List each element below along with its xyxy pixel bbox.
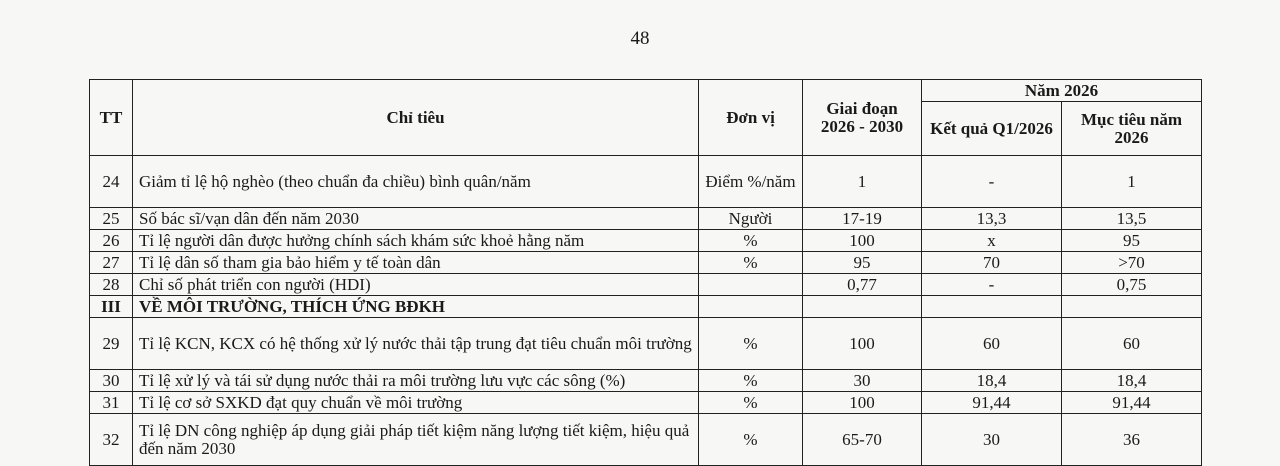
header-tt: TT	[90, 80, 133, 156]
row-target: 95	[1062, 230, 1202, 252]
section-heading: VỀ MÔI TRƯỜNG, THÍCH ỨNG BĐKH	[133, 296, 699, 318]
row-q1: 91,44	[922, 392, 1062, 414]
table-row	[90, 370, 1202, 392]
page-number: 48	[630, 28, 650, 49]
row-period: 1	[803, 156, 922, 208]
table-row	[90, 318, 1202, 370]
header-unit: Đơn vị	[699, 80, 803, 156]
row-q1: 18,4	[922, 370, 1062, 392]
row-period	[803, 296, 922, 318]
table-row	[90, 274, 1202, 296]
row-period: 0,77	[803, 274, 922, 296]
row-q1: -	[922, 274, 1062, 296]
row-indicator: Tỉ lệ cơ sở SXKD đạt quy chuẩn về môi trường	[133, 392, 699, 414]
header-indicator: Chỉ tiêu	[133, 80, 699, 156]
row-q1: 60	[922, 318, 1062, 370]
table-row	[90, 252, 1202, 274]
row-unit: %	[699, 230, 803, 252]
row-indicator: Giảm tỉ lệ hộ nghèo (theo chuẩn đa chiều) bình quân/năm	[133, 156, 699, 208]
row-unit	[699, 274, 803, 296]
row-target: 1	[1062, 156, 1202, 208]
row-target: 0,75	[1062, 274, 1202, 296]
row-q1	[922, 296, 1062, 318]
row-tt: 28	[90, 274, 133, 296]
row-q1: x	[922, 230, 1062, 252]
row-tt: 29	[90, 318, 133, 370]
row-period: 65-70	[803, 414, 922, 466]
row-unit: %	[699, 370, 803, 392]
row-q1: 30	[922, 414, 1062, 466]
header-year-group: Năm 2026	[922, 80, 1202, 102]
row-tt: 24	[90, 156, 133, 208]
row-tt: 30	[90, 370, 133, 392]
row-indicator: Tỉ lệ người dân được hưởng chính sách khám sức khoẻ hằng năm	[133, 230, 699, 252]
row-unit: Người	[699, 208, 803, 230]
row-q1: 70	[922, 252, 1062, 274]
row-tt: 27	[90, 252, 133, 274]
row-indicator: Tỉ lệ dân số tham gia bảo hiểm y tế toàn dân	[133, 252, 699, 274]
table-row	[90, 208, 1202, 230]
row-unit: %	[699, 392, 803, 414]
row-indicator: Tỉ lệ DN công nghiệp áp dụng giải pháp tiết kiệm năng lượng tiết kiệm, hiệu quả đến năm 2030	[133, 414, 699, 466]
row-target: 60	[1062, 318, 1202, 370]
row-tt: 26	[90, 230, 133, 252]
row-indicator: Chỉ số phát triển con người (HDI)	[133, 274, 699, 296]
row-unit: Điểm %/năm	[699, 156, 803, 208]
row-period: 100	[803, 318, 922, 370]
row-target: 18,4	[1062, 370, 1202, 392]
row-unit	[699, 296, 803, 318]
table-row	[90, 156, 1202, 208]
row-target	[1062, 296, 1202, 318]
row-target: >70	[1062, 252, 1202, 274]
header-q1-result: Kết quả Q1/2026	[922, 102, 1062, 156]
row-target: 91,44	[1062, 392, 1202, 414]
row-period: 30	[803, 370, 922, 392]
row-unit: %	[699, 318, 803, 370]
row-tt: III	[90, 296, 133, 318]
row-period: 17-19	[803, 208, 922, 230]
row-target: 36	[1062, 414, 1202, 466]
table-row	[90, 414, 1202, 466]
table-row	[90, 392, 1202, 414]
row-tt: 25	[90, 208, 133, 230]
row-target: 13,5	[1062, 208, 1202, 230]
header-target: Mục tiêu năm 2026	[1062, 102, 1202, 156]
section-row	[90, 296, 1202, 318]
header-period: Giai đoạn 2026 - 2030	[803, 80, 922, 156]
row-period: 100	[803, 230, 922, 252]
row-indicator: Số bác sĩ/vạn dân đến năm 2030	[133, 208, 699, 230]
row-indicator: Tỉ lệ KCN, KCX có hệ thống xử lý nước thải tập trung đạt tiêu chuẩn môi trường	[133, 318, 699, 370]
indicator-table	[89, 79, 1202, 466]
row-unit: %	[699, 414, 803, 466]
row-q1: -	[922, 156, 1062, 208]
row-unit: %	[699, 252, 803, 274]
row-tt: 31	[90, 392, 133, 414]
row-tt: 32	[90, 414, 133, 466]
row-indicator: Tỉ lệ xử lý và tái sử dụng nước thải ra môi trường lưu vực các sông (%)	[133, 370, 699, 392]
table-row	[90, 230, 1202, 252]
row-period: 100	[803, 392, 922, 414]
row-q1: 13,3	[922, 208, 1062, 230]
row-period: 95	[803, 252, 922, 274]
